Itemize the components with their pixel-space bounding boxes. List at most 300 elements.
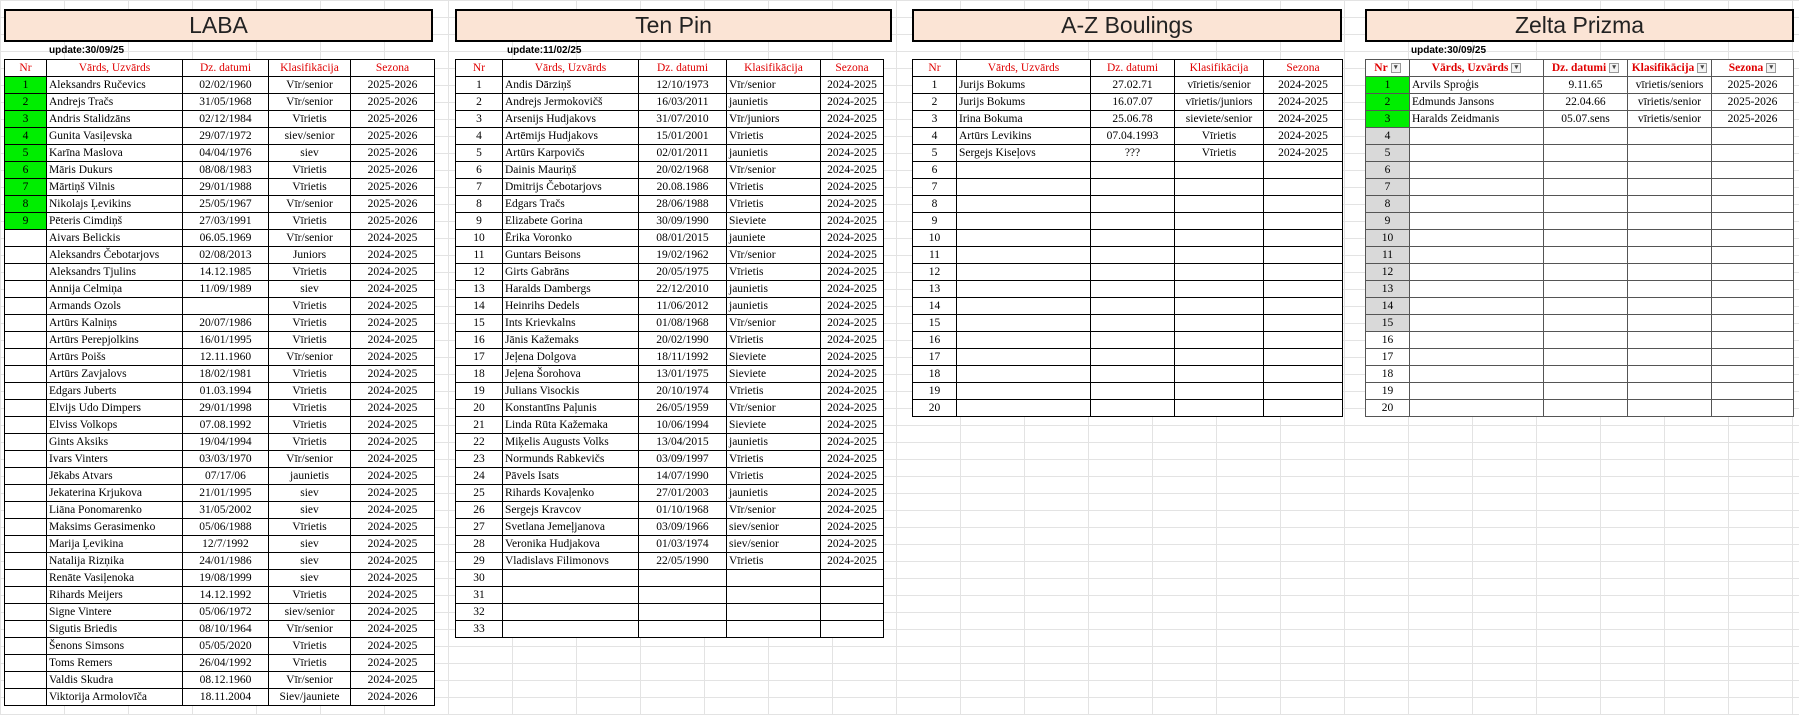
name-cell[interactable]: Julians Visockis	[503, 383, 639, 400]
class-cell[interactable]	[1175, 366, 1264, 383]
season-cell[interactable]	[821, 604, 884, 621]
class-cell[interactable]: Vīr/senior	[269, 77, 351, 94]
class-cell[interactable]	[1628, 315, 1712, 332]
nr-cell[interactable]	[5, 332, 47, 349]
dob-cell[interactable]	[639, 587, 727, 604]
col-nr[interactable]: Nr	[456, 60, 503, 77]
dob-cell[interactable]	[1544, 400, 1628, 417]
dob-cell[interactable]: 25/05/1967	[183, 196, 269, 213]
dob-cell[interactable]	[639, 570, 727, 587]
class-cell[interactable]: jaunietis	[727, 145, 821, 162]
dob-cell[interactable]: 05/06/1988	[183, 519, 269, 536]
season-cell[interactable]: 2024-2025	[821, 434, 884, 451]
name-cell[interactable]: Svetlana Jemeļjanova	[503, 519, 639, 536]
season-cell[interactable]: 2024-2025	[821, 247, 884, 264]
nr-cell[interactable]	[5, 638, 47, 655]
name-cell[interactable]: Andris Stalidzāns	[47, 111, 183, 128]
col-nr[interactable]: Nr	[5, 60, 47, 77]
class-cell[interactable]: Vīrietis	[269, 400, 351, 417]
season-cell[interactable]	[1264, 298, 1343, 315]
dob-cell[interactable]	[1544, 179, 1628, 196]
class-cell[interactable]: Vīr/senior	[269, 94, 351, 111]
class-cell[interactable]: Vīr/senior	[269, 672, 351, 689]
dob-cell[interactable]	[1091, 298, 1175, 315]
dob-cell[interactable]: 20/05/1975	[639, 264, 727, 281]
class-cell[interactable]: siev/senior	[727, 536, 821, 553]
season-cell[interactable]: 2024-2025	[821, 162, 884, 179]
season-cell[interactable]: 2025-2026	[1712, 111, 1794, 128]
class-cell[interactable]	[1175, 196, 1264, 213]
class-cell[interactable]: Vīrietis	[1175, 145, 1264, 162]
nr-cell[interactable]: 5	[456, 145, 503, 162]
dob-cell[interactable]: 01/08/1968	[639, 315, 727, 332]
nr-cell[interactable]	[5, 434, 47, 451]
dob-cell[interactable]: 18/11/1992	[639, 349, 727, 366]
name-cell[interactable]: Edgars Tračs	[503, 196, 639, 213]
class-cell[interactable]	[727, 570, 821, 587]
season-cell[interactable]	[1264, 281, 1343, 298]
dob-cell[interactable]	[1544, 145, 1628, 162]
name-cell[interactable]	[957, 298, 1091, 315]
class-cell[interactable]	[1628, 332, 1712, 349]
col-class[interactable]: Klasifikācija ▾	[1628, 60, 1712, 77]
season-cell[interactable]: 2025-2026	[1712, 77, 1794, 94]
nr-cell[interactable]: 9	[5, 213, 47, 230]
name-cell[interactable]: Dmitrijs Čebotarjovs	[503, 179, 639, 196]
nr-cell[interactable]: 17	[913, 349, 957, 366]
season-cell[interactable]: 2024-2025	[821, 417, 884, 434]
season-cell[interactable]: 2025-2026	[351, 179, 435, 196]
name-cell[interactable]: Toms Remers	[47, 655, 183, 672]
col-season[interactable]: Sezona	[351, 60, 435, 77]
dob-cell[interactable]: 12.11.1960	[183, 349, 269, 366]
nr-cell[interactable]: 28	[456, 536, 503, 553]
class-cell[interactable]: Sieviete	[727, 417, 821, 434]
name-cell[interactable]: Valdis Skudra	[47, 672, 183, 689]
class-cell[interactable]	[1628, 298, 1712, 315]
name-cell[interactable]: Arsenijs Hudjakovs	[503, 111, 639, 128]
name-cell[interactable]	[1410, 247, 1544, 264]
name-cell[interactable]: Jurijs Bokums	[957, 94, 1091, 111]
dob-cell[interactable]: 01.03.1994	[183, 383, 269, 400]
dob-cell[interactable]: 08/08/1983	[183, 162, 269, 179]
season-cell[interactable]: 2024-2025	[821, 519, 884, 536]
class-cell[interactable]: Vīrietis	[269, 111, 351, 128]
nr-cell[interactable]: 30	[456, 570, 503, 587]
class-cell[interactable]: Vīrietis	[269, 638, 351, 655]
col-dob[interactable]: Dz. datumi	[183, 60, 269, 77]
dob-cell[interactable]	[639, 604, 727, 621]
season-cell[interactable]: 2024-2025	[351, 638, 435, 655]
class-cell[interactable]: siev/senior	[727, 519, 821, 536]
season-cell[interactable]: 2024-2025	[821, 213, 884, 230]
season-cell[interactable]: 2024-2025	[351, 247, 435, 264]
name-cell[interactable]	[957, 400, 1091, 417]
name-cell[interactable]: Jeļena Dolgova	[503, 349, 639, 366]
dob-cell[interactable]: 9.11.65	[1544, 77, 1628, 94]
season-cell[interactable]: 2025-2026	[351, 145, 435, 162]
class-cell[interactable]	[727, 621, 821, 638]
dob-cell[interactable]: 18.11.2004	[183, 689, 269, 706]
season-cell[interactable]	[1264, 196, 1343, 213]
season-cell[interactable]	[1712, 145, 1794, 162]
season-cell[interactable]	[1712, 298, 1794, 315]
season-cell[interactable]: 2024-2025	[821, 128, 884, 145]
col-name[interactable]: Vārds, Uzvārds	[503, 60, 639, 77]
class-cell[interactable]: siev/senior	[269, 128, 351, 145]
nr-cell[interactable]: 14	[456, 298, 503, 315]
class-cell[interactable]: siev	[269, 502, 351, 519]
season-cell[interactable]: 2024-2025	[351, 587, 435, 604]
season-cell[interactable]: 2024-2025	[351, 281, 435, 298]
dob-cell[interactable]: 18/02/1981	[183, 366, 269, 383]
name-cell[interactable]: Natalija Rizņika	[47, 553, 183, 570]
nr-cell[interactable]	[5, 383, 47, 400]
class-cell[interactable]: siev	[269, 145, 351, 162]
name-cell[interactable]	[957, 315, 1091, 332]
nr-cell[interactable]	[5, 519, 47, 536]
season-cell[interactable]	[1712, 196, 1794, 213]
season-cell[interactable]	[1712, 349, 1794, 366]
nr-cell[interactable]: 10	[456, 230, 503, 247]
season-cell[interactable]: 2025-2026	[1712, 94, 1794, 111]
nr-cell[interactable]: 29	[456, 553, 503, 570]
class-cell[interactable]: Vīr/senior	[727, 77, 821, 94]
name-cell[interactable]: Dainis Mauriņš	[503, 162, 639, 179]
season-cell[interactable]: 2024-2025	[821, 485, 884, 502]
dob-cell[interactable]: 19/02/1962	[639, 247, 727, 264]
season-cell[interactable]	[1712, 315, 1794, 332]
season-cell[interactable]	[1264, 366, 1343, 383]
class-cell[interactable]: Vīr/senior	[727, 247, 821, 264]
season-cell[interactable]	[1264, 179, 1343, 196]
season-cell[interactable]: 2024-2025	[351, 434, 435, 451]
season-cell[interactable]: 2024-2025	[351, 672, 435, 689]
season-cell[interactable]	[1712, 230, 1794, 247]
nr-cell[interactable]: 14	[1366, 298, 1410, 315]
season-cell[interactable]: 2024-2025	[821, 179, 884, 196]
season-cell[interactable]: 2024-2025	[821, 332, 884, 349]
season-cell[interactable]: 2024-2025	[351, 655, 435, 672]
col-name[interactable]: Vārds, Uzvārds ▾	[1410, 60, 1544, 77]
season-cell[interactable]: 2024-2025	[821, 281, 884, 298]
nr-cell[interactable]: 17	[456, 349, 503, 366]
season-cell[interactable]: 2024-2025	[821, 502, 884, 519]
nr-cell[interactable]: 9	[456, 213, 503, 230]
nr-cell[interactable]: 32	[456, 604, 503, 621]
name-cell[interactable]: Ērika Voronko	[503, 230, 639, 247]
nr-cell[interactable]: 15	[1366, 315, 1410, 332]
name-cell[interactable]: Artūrs Kalniņs	[47, 315, 183, 332]
class-cell[interactable]: Vīr/senior	[269, 621, 351, 638]
dob-cell[interactable]	[1544, 298, 1628, 315]
nr-cell[interactable]: 25	[456, 485, 503, 502]
name-cell[interactable]	[957, 162, 1091, 179]
class-cell[interactable]	[1628, 196, 1712, 213]
dob-cell[interactable]	[1544, 349, 1628, 366]
dob-cell[interactable]: 01/10/1968	[639, 502, 727, 519]
season-cell[interactable]: 2024-2025	[821, 111, 884, 128]
class-cell[interactable]: Vīrietis	[727, 332, 821, 349]
class-cell[interactable]: Vīrietis	[269, 264, 351, 281]
class-cell[interactable]: Vīr/senior	[727, 400, 821, 417]
dob-cell[interactable]	[639, 621, 727, 638]
dob-cell[interactable]: 02/08/2013	[183, 247, 269, 264]
season-cell[interactable]: 2024-2025	[351, 502, 435, 519]
season-cell[interactable]: 2024-2025	[351, 383, 435, 400]
name-cell[interactable]	[957, 247, 1091, 264]
class-cell[interactable]: Sieviete	[727, 213, 821, 230]
name-cell[interactable]: Konstantīns Paļunis	[503, 400, 639, 417]
dob-cell[interactable]: 03/09/1966	[639, 519, 727, 536]
season-cell[interactable]: 2024-2025	[351, 417, 435, 434]
class-cell[interactable]: Vīr/senior	[269, 349, 351, 366]
season-cell[interactable]: 2024-2025	[821, 94, 884, 111]
class-cell[interactable]: Juniors	[269, 247, 351, 264]
name-cell[interactable]: Andis Dārziņš	[503, 77, 639, 94]
season-cell[interactable]	[1264, 349, 1343, 366]
name-cell[interactable]: Haralds Dambergs	[503, 281, 639, 298]
name-cell[interactable]	[1410, 213, 1544, 230]
class-cell[interactable]: siev	[269, 281, 351, 298]
name-cell[interactable]: Mārtiņš Vilnis	[47, 179, 183, 196]
class-cell[interactable]	[1175, 332, 1264, 349]
dob-cell[interactable]: 20/07/1986	[183, 315, 269, 332]
nr-cell[interactable]: 11	[456, 247, 503, 264]
nr-cell[interactable]: 12	[913, 264, 957, 281]
name-cell[interactable]: Arvils Sproģis	[1410, 77, 1544, 94]
season-cell[interactable]: 2024-2025	[351, 621, 435, 638]
nr-cell[interactable]: 18	[1366, 366, 1410, 383]
dob-cell[interactable]: 08.12.1960	[183, 672, 269, 689]
dob-cell[interactable]: 14.12.1992	[183, 587, 269, 604]
nr-cell[interactable]: 15	[456, 315, 503, 332]
season-cell[interactable]: 2024-2025	[1264, 94, 1343, 111]
nr-cell[interactable]: 27	[456, 519, 503, 536]
season-cell[interactable]	[1712, 264, 1794, 281]
class-cell[interactable]	[1628, 400, 1712, 417]
nr-cell[interactable]	[5, 485, 47, 502]
name-cell[interactable]: Annija Celmiņa	[47, 281, 183, 298]
dob-cell[interactable]: 27.02.71	[1091, 77, 1175, 94]
season-cell[interactable]: 2024-2025	[351, 264, 435, 281]
class-cell[interactable]: Vīrietis	[269, 298, 351, 315]
class-cell[interactable]: Vīrietis	[727, 196, 821, 213]
season-cell[interactable]: 2024-2025	[351, 315, 435, 332]
season-cell[interactable]: 2024-2025	[1264, 77, 1343, 94]
dob-cell[interactable]	[1091, 349, 1175, 366]
dob-cell[interactable]	[1544, 315, 1628, 332]
nr-cell[interactable]	[5, 536, 47, 553]
name-cell[interactable]: Artūrs Zavjalovs	[47, 366, 183, 383]
name-cell[interactable]	[1410, 400, 1544, 417]
dob-cell[interactable]: 31/05/2002	[183, 502, 269, 519]
dob-cell[interactable]	[1091, 281, 1175, 298]
class-cell[interactable]: vīrietis/seniors	[1628, 77, 1712, 94]
name-cell[interactable]: Aleksandrs Ručevics	[47, 77, 183, 94]
class-cell[interactable]	[1628, 179, 1712, 196]
season-cell[interactable]: 2024-2025	[821, 468, 884, 485]
name-cell[interactable]: Māris Dukurs	[47, 162, 183, 179]
dob-cell[interactable]: 22/05/1990	[639, 553, 727, 570]
class-cell[interactable]	[1628, 213, 1712, 230]
col-class[interactable]: Klasifikācija	[1175, 60, 1264, 77]
season-cell[interactable]	[821, 621, 884, 638]
nr-cell[interactable]: 7	[456, 179, 503, 196]
class-cell[interactable]: sieviete/senior	[1175, 111, 1264, 128]
class-cell[interactable]: Vīrietis	[727, 383, 821, 400]
name-cell[interactable]: Jānis Kažemaks	[503, 332, 639, 349]
dob-cell[interactable]: 22.04.66	[1544, 94, 1628, 111]
nr-cell[interactable]: 11	[1366, 247, 1410, 264]
class-cell[interactable]: siev	[269, 553, 351, 570]
class-cell[interactable]: Vīrietis	[727, 451, 821, 468]
nr-cell[interactable]: 1	[1366, 77, 1410, 94]
dob-cell[interactable]: 26/04/1992	[183, 655, 269, 672]
season-cell[interactable]: 2024-2025	[351, 451, 435, 468]
name-cell[interactable]: Viktorija Armolovīča	[47, 689, 183, 706]
nr-cell[interactable]: 13	[456, 281, 503, 298]
name-cell[interactable]	[503, 621, 639, 638]
nr-cell[interactable]	[5, 247, 47, 264]
name-cell[interactable]: Aleksandrs Čebotarjovs	[47, 247, 183, 264]
class-cell[interactable]: siev	[269, 570, 351, 587]
nr-cell[interactable]: 18	[456, 366, 503, 383]
class-cell[interactable]: Vīr/senior	[269, 230, 351, 247]
dob-cell[interactable]: 02/01/2011	[639, 145, 727, 162]
nr-cell[interactable]	[5, 553, 47, 570]
name-cell[interactable]	[1410, 196, 1544, 213]
dob-cell[interactable]	[1091, 196, 1175, 213]
dob-cell[interactable]: 16/03/2011	[639, 94, 727, 111]
season-cell[interactable]: 2024-2025	[1264, 145, 1343, 162]
season-cell[interactable]: 2024-2025	[351, 485, 435, 502]
season-cell[interactable]: 2024-2025	[351, 519, 435, 536]
nr-cell[interactable]	[5, 366, 47, 383]
name-cell[interactable]: Ivars Vinters	[47, 451, 183, 468]
dob-cell[interactable]: 16.07.07	[1091, 94, 1175, 111]
nr-cell[interactable]: 20	[456, 400, 503, 417]
class-cell[interactable]	[1628, 247, 1712, 264]
class-cell[interactable]: Vīrietis	[269, 655, 351, 672]
name-cell[interactable]	[503, 604, 639, 621]
class-cell[interactable]	[727, 587, 821, 604]
name-cell[interactable]: Elviss Volkops	[47, 417, 183, 434]
season-cell[interactable]: 2024-2025	[821, 451, 884, 468]
dob-cell[interactable]: 28/06/1988	[639, 196, 727, 213]
nr-cell[interactable]: 5	[913, 145, 957, 162]
season-cell[interactable]: 2024-2025	[821, 349, 884, 366]
name-cell[interactable]	[1410, 281, 1544, 298]
name-cell[interactable]	[1410, 264, 1544, 281]
nr-cell[interactable]: 8	[1366, 196, 1410, 213]
dob-cell[interactable]	[1544, 264, 1628, 281]
name-cell[interactable]: Irina Bokuma	[957, 111, 1091, 128]
class-cell[interactable]: jauniete	[727, 230, 821, 247]
season-cell[interactable]	[821, 587, 884, 604]
nr-cell[interactable]: 7	[5, 179, 47, 196]
class-cell[interactable]: Vīrietis	[269, 332, 351, 349]
dob-cell[interactable]	[1544, 332, 1628, 349]
nr-cell[interactable]: 15	[913, 315, 957, 332]
nr-cell[interactable]	[5, 570, 47, 587]
nr-cell[interactable]: 8	[456, 196, 503, 213]
name-cell[interactable]	[503, 570, 639, 587]
season-cell[interactable]	[1264, 315, 1343, 332]
class-cell[interactable]	[1628, 383, 1712, 400]
nr-cell[interactable]: 23	[456, 451, 503, 468]
nr-cell[interactable]: 2	[1366, 94, 1410, 111]
dob-cell[interactable]	[1091, 400, 1175, 417]
season-cell[interactable]: 2024-2025	[821, 315, 884, 332]
class-cell[interactable]: Vīr/senior	[727, 162, 821, 179]
name-cell[interactable]	[1410, 383, 1544, 400]
season-cell[interactable]	[1712, 281, 1794, 298]
season-cell[interactable]: 2025-2026	[351, 111, 435, 128]
dob-cell[interactable]: 15/01/2001	[639, 128, 727, 145]
nr-cell[interactable]: 1	[456, 77, 503, 94]
name-cell[interactable]: Artūrs Perepjolkins	[47, 332, 183, 349]
name-cell[interactable]: Liāna Ponomarenko	[47, 502, 183, 519]
class-cell[interactable]: jaunietis	[727, 434, 821, 451]
filter-dropdown-icon[interactable]: ▾	[1391, 63, 1401, 73]
nr-cell[interactable]: 21	[456, 417, 503, 434]
name-cell[interactable]: Artēmijs Hudjakovs	[503, 128, 639, 145]
dob-cell[interactable]: 19/04/1994	[183, 434, 269, 451]
name-cell[interactable]: Nikolajs Ļevikins	[47, 196, 183, 213]
name-cell[interactable]	[957, 179, 1091, 196]
dob-cell[interactable]	[1091, 162, 1175, 179]
filter-dropdown-icon[interactable]: ▾	[1609, 63, 1619, 73]
dob-cell[interactable]: 20/02/1968	[639, 162, 727, 179]
name-cell[interactable]: Jēkabs Atvars	[47, 468, 183, 485]
dob-cell[interactable]: 14/07/1990	[639, 468, 727, 485]
nr-cell[interactable]: 18	[913, 366, 957, 383]
dob-cell[interactable]: 29/01/1998	[183, 400, 269, 417]
nr-cell[interactable]: 11	[913, 247, 957, 264]
season-cell[interactable]	[821, 570, 884, 587]
class-cell[interactable]: Sieviete	[727, 366, 821, 383]
name-cell[interactable]	[503, 587, 639, 604]
name-cell[interactable]	[957, 349, 1091, 366]
dob-cell[interactable]: 11/09/1989	[183, 281, 269, 298]
dob-cell[interactable]: 26/05/1959	[639, 400, 727, 417]
season-cell[interactable]: 2024-2025	[1264, 111, 1343, 128]
season-cell[interactable]: 2025-2026	[351, 196, 435, 213]
nr-cell[interactable]: 10	[1366, 230, 1410, 247]
nr-cell[interactable]: 19	[913, 383, 957, 400]
nr-cell[interactable]: 22	[456, 434, 503, 451]
name-cell[interactable]	[1410, 145, 1544, 162]
class-cell[interactable]	[1628, 264, 1712, 281]
dob-cell[interactable]: ???	[1091, 145, 1175, 162]
season-cell[interactable]: 2024-2025	[351, 570, 435, 587]
dob-cell[interactable]: 29/07/1972	[183, 128, 269, 145]
season-cell[interactable]: 2024-2025	[351, 553, 435, 570]
name-cell[interactable]: Šenons Simsons	[47, 638, 183, 655]
name-cell[interactable]: Aivars Belickis	[47, 230, 183, 247]
nr-cell[interactable]: 20	[913, 400, 957, 417]
class-cell[interactable]: Vīr/senior	[269, 451, 351, 468]
dob-cell[interactable]: 08/01/2015	[639, 230, 727, 247]
season-cell[interactable]: 2024-2025	[351, 536, 435, 553]
season-cell[interactable]	[1264, 332, 1343, 349]
name-cell[interactable]: Sigutis Briedis	[47, 621, 183, 638]
class-cell[interactable]	[1628, 145, 1712, 162]
class-cell[interactable]: Siev/jauniete	[269, 689, 351, 706]
name-cell[interactable]: Jeļena Šorohova	[503, 366, 639, 383]
nr-cell[interactable]	[5, 281, 47, 298]
